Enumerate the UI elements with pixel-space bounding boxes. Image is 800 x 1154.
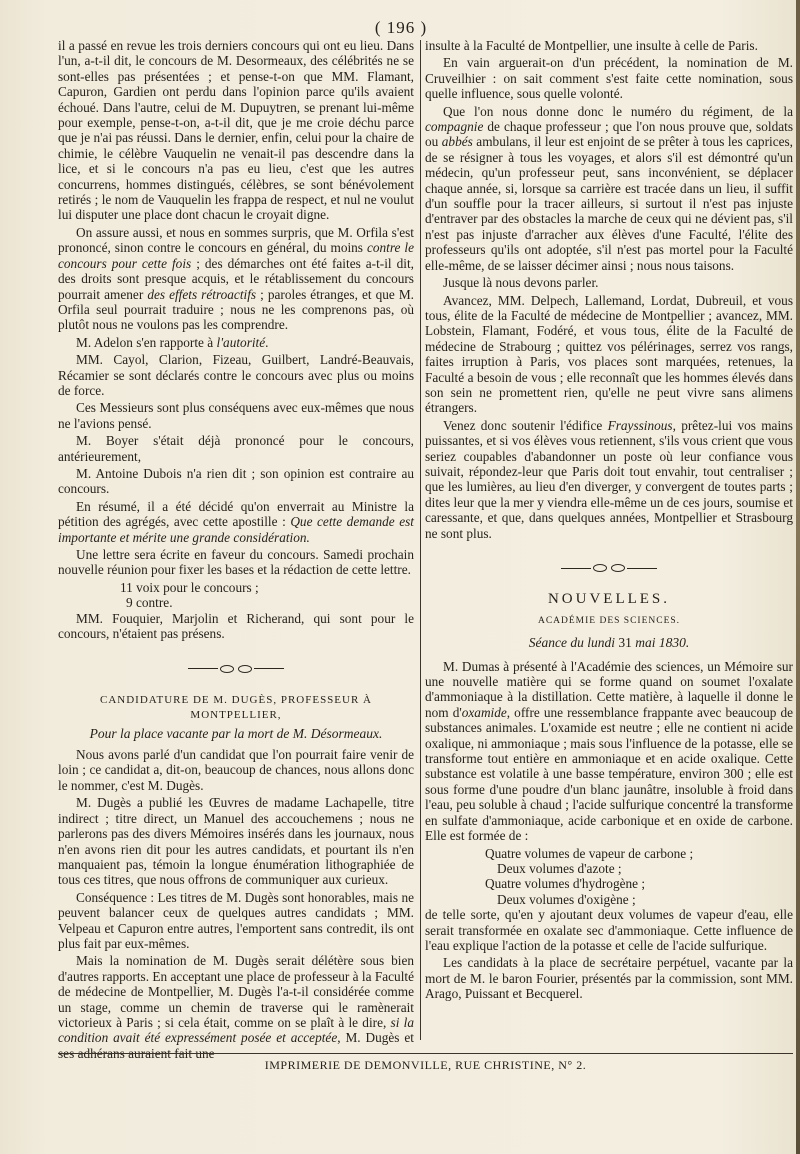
vote-against: 9 contre. (126, 595, 173, 611)
paragraph: M. Dugès a publié les Œuvres de madame Lachapelle, titre indirect ; titre direct, un Manuel des accouchemens ; nous ne parlerons pas des divers Mémoires insérés dans les journaux, nous n'en avons rien dit pour les autres candidats, et pourtant ils n'en manquaient pas, témoin la longue énumération lithographiée de tous ces titres, que nous offrons de communiquer aux curieux. (58, 795, 414, 888)
paragraph: M. Adelon s'en rapporte à l'autorité. (76, 334, 269, 350)
paragraph: de telle sorte, qu'en y ajoutant deux volumes de vapeur d'eau, elle serait transformée en oxalate sec d'ammoniaque. Cette influence de l'eau explique l'action de la potasse et celle de l'acide sulfurique. (425, 907, 793, 953)
formula-line: Deux volumes d'azote ; (497, 860, 622, 876)
paragraph: il a passé en revue les trois derniers concours qui ont eu lieu. Dans l'un, a-t-il dit, le concours de M. Desormeaux, des célébrités ne se sont-elles pas présentées ; et pense-t-on que MM. Flamant, Capuron, Gardien ont perdu dans l'opinion parce qu'ils avaient échoué. Dans l'autre, celui de M. Dupuytren, se prenant lui-même pour exemple, pense-t-on, a-t-il dit, que je me croie déchu parce que je n'ai pas réussi. Dans le dernier, enfin, celui pour la chaire de chimie, le célèbre Vauquelin ne venait-il pas descendre dans la lice, et si le concours n'a pas eu lieu, c'est que les autres concurrens, hommes distingués, célèbres, se sont bénévolement retirés ; le nom de Vauquelin les frappa de respect, et nul ne voulut lui disputer une place dont chacun le croyait digne. (58, 38, 414, 223)
paragraph: insulte à la Faculté de Montpellier, une insulte à celle de Paris. (425, 38, 758, 53)
vote-for: 11 voix pour le concours ; (120, 579, 259, 595)
news-title: NOUVELLES. (547, 591, 671, 608)
paragraph: On assure aussi, et nous en sommes surpris, que M. Orfila s'est prononcé, sinon contre le concours en général, du moins contre le concours pour cette fois ; des démarches ont été faites a-t-il dit, des droits sont presque acquis, et le rétablissement du concours pourrait amener des effets rétroactifs ; paroles étranges, et que M. Orfila seul pourrait traduire ; nous ne les comprenons pas, où plutôt nous ne voulons pas les comprendre. (58, 224, 414, 333)
paragraph: En vain arguerait-on d'un précédent, la nomination de M. Cruveilhier : on sait comment s'est faite cette nomination, sous quelle influence, sous quelle volonté. (425, 55, 793, 102)
right-column (425, 38, 793, 1004)
paragraph: Une lettre sera écrite en faveur du concours. Samedi prochain nouvelle réunion pour fixer les bases et la rédaction de cette lettre. (58, 547, 414, 578)
bottom-rule (58, 1053, 793, 1054)
paragraph: M. Boyer s'était déjà prononcé pour le concours, antérieurement, (58, 433, 414, 464)
paragraph: Venez donc soutenir l'édifice Frayssinous, prêtez-lui vos mains puissantes, et si vos élèves vous retiennent, s'ils vous crient que vous seriez coupables d'abandonner un poste où leur confiance vous suivait, répondez-leur que Paris doit tout envahir, tout centraliser ; que les lumières, au lieu d'en diverger, y convergent de toutes parts ; dites leur que la mer y viendra elle-même un de ces jours, soumise et caressante, et que, dans quelques années, Montpellier et Strasbourg ne sont plus. (425, 417, 793, 541)
vote-tally (58, 580, 414, 611)
ornament-divider (425, 561, 793, 576)
paragraph: Nous avons parlé d'un candidat que l'on pourrait faire venir de loin ; ce candidat a, dit-on, beaucoup de chances, nous allons donc le nommer, c'est M. Dugès. (58, 747, 414, 793)
paragraph: Que l'on nous donne donc le numéro du régiment, de la compagnie de chaque professeur ; que l'on nous prouve que, soldats ou abbés ambulans, il leur est enjoint de se prêter à tous les caprices, de se résigner à tous les voyages, et alors s'il est démontré qu'un médecin, qu'un professeur peut, sans inconvénient, se déplacer chaque année, si, lorsque sa carrière est tracée dans un lieu, il suffit d'un souffle pour la tracer ailleurs, si surtout il n'est pas injuste d'entraver par des obstacles la marche de ceux qui ne dévient pas, s'il n'est pas injuste d'arracher aux élèves d'une Faculté, l'élite des professeurs qu'ils ont adoptée, s'il n'est pas mortel pour la Faculté elle-même, de se laisser décimer ainsi ; nous nous taisons. (425, 103, 793, 273)
paragraph: M. Dumas à présenté à l'Académie des sciences, un Mémoire sur une nouvelle matière qui se forme quand on soumet l'oxalate d'ammoniaque à la distillation. Cette matière, à laquelle il donne le nom d'oxamide, offre une ressemblance frappante avec beaucoup de substances animales. L'oxamide est neutre ; elle ne contient ni acide oxalique, ni ammoniaque ; mais sous l'influence de la potasse, elle se transforme tout entière en ammoniaque et en acide oxalique. Cette substance est volatile à une basse température, environ 300 ; elle est sous forme d'une poudre d'un blanc jaunâtre, insoluble à froid dans l'eau, peu soluble à chaud ; l'acide sulfurique concentré la transforme en sulfate d'ammoniaque, acide carbonique et en oxide de carbone. Elle est formée de : (425, 658, 793, 844)
ornament-divider (58, 661, 414, 676)
paragraph: En résumé, il a été décidé qu'on enverrait au Ministre la pétition des agrégés, avec cette apostille : Que cette demande est importante et mérite une grande considération. (58, 498, 414, 545)
formula-line: Deux volumes d'oxigène ; (497, 891, 636, 907)
session-date: Séance du lundi 31 mai 1830. (528, 635, 690, 651)
paragraph: Mais la nomination de M. Dugès serait délétère sous bien d'autres rapports. En acceptant une place de professeur à la Faculté de médecine de Montpellier, M. Dugès l'a-t-il considérée comme un stage, comme un chemin de traverse qui le ramènerait victorieux à Paris ; si cela était, comme on se plaît à le dire, si la condition avait été expressément posée et acceptée, M. Dugès et ses adhérans auraient fait une (58, 953, 414, 1061)
page-edge (796, 0, 800, 1154)
subheading: Pour la place vacante par la mort de M. Désormeaux. (89, 725, 383, 741)
paragraph: Avancez, MM. Delpech, Lallemand, Lordat, Dubreuil, et vous tous, élite de la Faculté de médecine de Montpellier ; avancez, MM. Lobstein, Flamant, Fodéré, et vous tous, élite de la Faculté de médecine de Strabourg ; quittez vos pélérinages, serrez vos rangs, faites irruption à Paris, vos places sont marquées, retenues, la Faculté a besoin de vous ; elle reconnaît que les hommes élevés dans son sein ne promettent rien, qu'elle ne peut vivre sans alimens étrangers. (425, 292, 793, 416)
formula-line: Quatre volumes de vapeur de carbone ; (485, 845, 694, 861)
left-column (58, 38, 414, 1063)
page-number: ( 196 ) (374, 18, 428, 37)
column-divider (420, 40, 421, 1040)
paragraph: Conséquence : Les titres de M. Dugès sont honorables, mais ne peuvent balancer ceux de quelques autres candidats ; MM. Velpeau et Capuron entre autres, l'emportent sans contredit, ils ont plus fait par eux-mêmes. (58, 889, 414, 951)
paragraph: Ces Messieurs sont plus conséquens avec eux-mêmes que nous ne l'avions pensé. (58, 400, 414, 431)
paragraph: MM. Fouquier, Marjolin et Richerand, qui sont pour le concours, n'étaient pas présens. (58, 610, 414, 642)
paragraph: Jusque là nous devons parler. (443, 275, 599, 291)
imprint-line: IMPRIMERIE DE DEMONVILLE, RUE CHRISTINE, N° 2. (264, 1058, 587, 1072)
formula-line: Quatre volumes d'hydrogène ; (485, 876, 646, 892)
paragraph: M. Antoine Dubois n'a rien dit ; son opinion est contraire au concours. (58, 465, 414, 497)
academy-heading: ACADÉMIE DES SCIENCES. (537, 615, 681, 626)
paragraph: Les candidats à la place de secrétaire perpétuel, vacante par la mort de M. le baron Fourier, présentés par la commission, sont MM. Arago, Puissant et Becquerel. (425, 955, 793, 1002)
section-heading: CANDIDATURE DE M. DUGÈS, PROFESSEUR À MONTPELLIER, (100, 693, 372, 722)
paragraph: MM. Cayol, Clarion, Fizeau, Guilbert, Landré-Beauvais, Récamier se sont déclarés contre le concours avec plus ou moins de force. (58, 352, 414, 398)
